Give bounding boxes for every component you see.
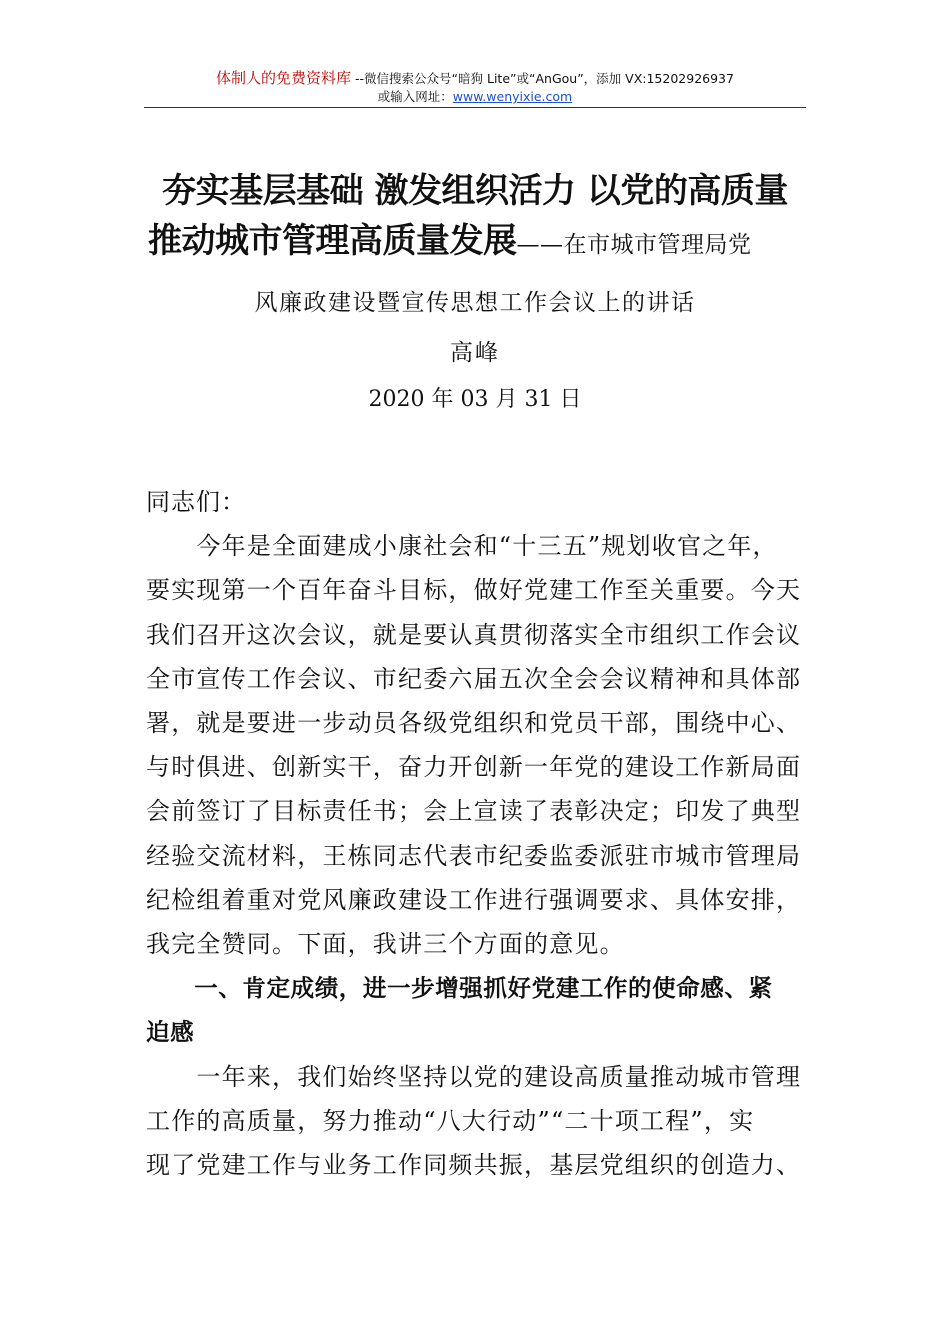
paragraph-line: 全市宣传工作会议、市纪委六届五次全会会议精神和具体部: [146, 664, 802, 693]
section-heading-1: 一、肯定成绩，进一步增强抓好党建工作的使命感、紧: [146, 974, 773, 1003]
subtitle-part-2: 风廉政建设暨宣传思想工作会议上的讲话: [254, 290, 696, 316]
title-line-2: [148, 215, 810, 271]
speech-date: 2020 年 03 月 31 日: [368, 387, 582, 412]
header-url-label: 或输入网址：: [377, 89, 453, 104]
header-promo-line: [144, 68, 806, 89]
paragraph-line: 我们召开这次会议，就是要认真贯彻落实全市组织工作会议: [146, 620, 802, 649]
header-divider: [144, 107, 806, 108]
paragraph-line: 会前签订了目标责任书；会上宣读了表彰决定；印发了典型: [146, 797, 802, 826]
header-url-line: [144, 89, 806, 105]
salutation: 同志们：: [146, 488, 246, 516]
header-url-link[interactable]: www.wenyixie.com: [452, 89, 573, 104]
header-brand: 体制人的免费资料库: [216, 69, 352, 87]
paragraph-line: 与时俱进、创新实干，奋力开创新一年党的建设工作新局面: [146, 753, 802, 782]
page-header: [144, 68, 806, 105]
title-line-2-text: 推动城市管理高质量发展: [148, 221, 517, 261]
paragraph-line: 署，就是要进一步动员各级党组织和党员干部，围绕中心、: [146, 709, 802, 738]
paragraph-line: 我完全赞同。下面，我讲三个方面的意见。: [146, 930, 625, 959]
paragraph-line: 要实现第一个百年奋斗目标，做好党建工作至关重要。今天: [146, 576, 802, 605]
paragraph-line: 一年来，我们始终坚持以党的建设高质量推动城市管理: [146, 1062, 802, 1091]
speech-body: [146, 480, 810, 1187]
title-line-1: 夯实基层基础 激发组织活力 以党的高质量: [162, 171, 788, 211]
section-heading-1-cont: 迫感: [146, 1018, 195, 1047]
author-name: 高峰: [450, 340, 500, 366]
header-info: --微信搜索公众号“暗狗 Lite”或“AnGou”，添加 VX:15202926937: [351, 71, 734, 86]
subtitle-part-1: ——在市城市管理局党: [516, 232, 752, 258]
paragraph-line: 现了党建工作与业务工作同频共振，基层党组织的创造力、: [146, 1151, 802, 1180]
paragraph-line: 经验交流材料，王栋同志代表市纪委监委派驻市城市管理局: [146, 841, 802, 870]
paragraph-line: 今年是全面建成小康社会和“十三五”规划收官之年，: [146, 532, 778, 561]
paragraph-line: 纪检组着重对党风廉政建设工作进行强调要求、具体安排，: [146, 885, 802, 914]
paragraph-line: 工作的高质量，努力推动“八大行动”“二十项工程”，实: [146, 1106, 755, 1135]
